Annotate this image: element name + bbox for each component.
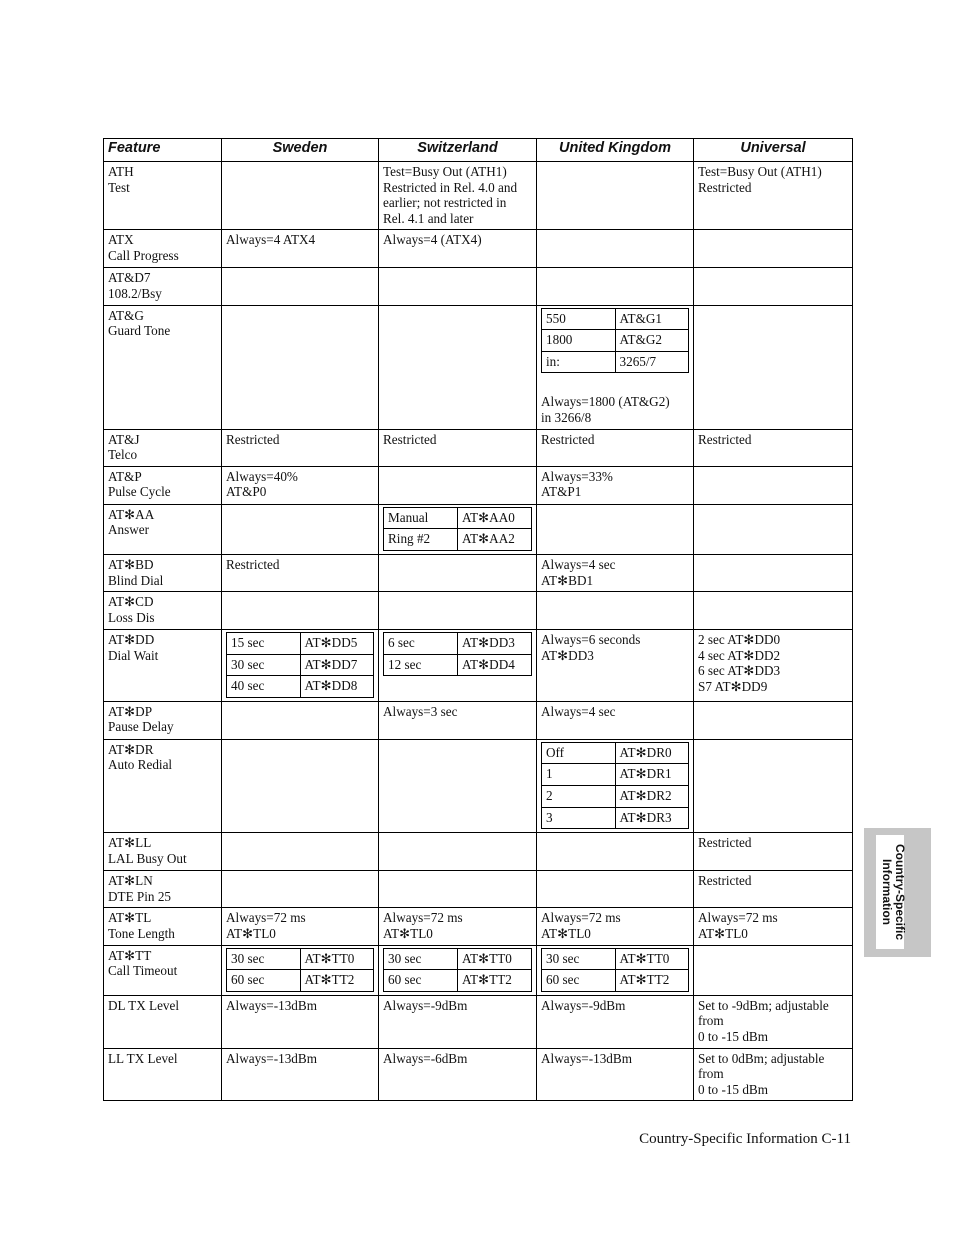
table-row bbox=[104, 554, 853, 591]
cell-line: Always=1800 (AT&G2) bbox=[541, 394, 670, 410]
cell-line: AT✻TL0 bbox=[541, 926, 591, 942]
feature-line: Telco bbox=[108, 447, 138, 463]
cell-sweden bbox=[222, 945, 379, 995]
cell-line: Restricted bbox=[226, 431, 280, 447]
cell-line: Always=4 ATX4 bbox=[226, 232, 316, 248]
setting-value: 3 bbox=[542, 807, 616, 829]
setting-value: in: bbox=[542, 351, 616, 373]
cell-line: AT✻TL0 bbox=[383, 926, 433, 942]
feature-line: AT✻BD bbox=[108, 556, 154, 572]
feature-line: AT&P bbox=[108, 468, 142, 484]
cell-switzerland bbox=[379, 162, 537, 230]
cell-uk bbox=[537, 739, 694, 832]
cell-uk bbox=[537, 466, 694, 504]
table-row bbox=[104, 504, 853, 554]
setting-pair bbox=[384, 948, 532, 970]
table-row bbox=[104, 592, 853, 630]
setting-command: AT✻TT2 bbox=[615, 970, 689, 992]
cell-feature bbox=[104, 945, 222, 995]
setting-command: AT✻TT0 bbox=[615, 948, 689, 970]
setting-pair bbox=[542, 970, 689, 992]
cell-sweden bbox=[222, 554, 379, 591]
feature-line: Test bbox=[108, 179, 130, 195]
cell-uk bbox=[537, 429, 694, 466]
cell-uk bbox=[537, 230, 694, 268]
cell-switzerland bbox=[379, 871, 537, 908]
cell-line: Always=-6dBm bbox=[383, 1050, 468, 1066]
cell-line: Restricted bbox=[698, 873, 752, 889]
cell-switzerland bbox=[379, 429, 537, 466]
feature-line: AT✻CD bbox=[108, 594, 154, 610]
setting-value: Ring #2 bbox=[384, 529, 458, 551]
setting-command: AT✻AA0 bbox=[458, 507, 532, 529]
cell-universal bbox=[694, 592, 853, 630]
feature-line: Guard Tone bbox=[108, 323, 171, 339]
cell-line: Test=Busy Out (ATH1) bbox=[698, 164, 822, 179]
feature-line: DL TX Level bbox=[108, 997, 180, 1013]
cell-sweden bbox=[222, 268, 379, 305]
cell-uk bbox=[537, 945, 694, 995]
cell-sweden bbox=[222, 466, 379, 504]
setting-value: Manual bbox=[384, 507, 458, 529]
cell-uk bbox=[537, 995, 694, 1048]
cell-switzerland bbox=[379, 908, 537, 945]
cell-switzerland bbox=[379, 739, 537, 832]
cell-line: Always=72 ms bbox=[226, 910, 306, 926]
cell-line: earlier; not restricted in bbox=[383, 195, 507, 211]
setting-pair bbox=[384, 633, 532, 655]
cell-line: 2 sec AT✻DD0 bbox=[698, 632, 781, 648]
cell-universal bbox=[694, 554, 853, 591]
cell-uk bbox=[537, 833, 694, 871]
feature-line: AT✻DR bbox=[108, 741, 154, 757]
cell-feature bbox=[104, 429, 222, 466]
feature-line: AT✻DP bbox=[108, 703, 153, 719]
cell-uk bbox=[537, 1048, 694, 1101]
cell-line: 0 to -15 dBm bbox=[698, 1081, 768, 1097]
setting-value: 1 bbox=[542, 764, 616, 786]
cell-sweden bbox=[222, 630, 379, 702]
table-row bbox=[104, 268, 853, 305]
table-row bbox=[104, 466, 853, 504]
table-row bbox=[104, 1048, 853, 1101]
table-row bbox=[104, 945, 853, 995]
feature-line: AT✻TL bbox=[108, 910, 152, 926]
cell-line: Restricted bbox=[698, 179, 752, 195]
cell-universal bbox=[694, 995, 853, 1048]
setting-value: 60 sec bbox=[542, 970, 616, 992]
cell-sweden bbox=[222, 592, 379, 630]
setting-command: AT✻DR2 bbox=[615, 786, 689, 808]
cell-universal bbox=[694, 945, 853, 995]
setting-command: AT&G1 bbox=[615, 308, 689, 330]
cell-line: Always=3 sec bbox=[383, 703, 458, 719]
setting-pairs bbox=[541, 948, 689, 992]
setting-value: 12 sec bbox=[384, 654, 458, 676]
cell-switzerland bbox=[379, 945, 537, 995]
feature-line: Answer bbox=[108, 522, 150, 538]
cell-line: Restricted bbox=[698, 835, 752, 851]
cell-universal bbox=[694, 466, 853, 504]
cell-switzerland bbox=[379, 230, 537, 268]
cell-line: Rel. 4.1 and later bbox=[383, 210, 474, 226]
country-spec-table bbox=[103, 138, 853, 1101]
setting-command: AT✻DR1 bbox=[615, 764, 689, 786]
cell-line: Restricted bbox=[226, 556, 280, 572]
feature-line: Blind Dial bbox=[108, 572, 164, 588]
table-row bbox=[104, 871, 853, 908]
cell-feature bbox=[104, 1048, 222, 1101]
setting-value: 15 sec bbox=[227, 633, 301, 655]
setting-value: 1800 bbox=[542, 330, 616, 352]
cell-sweden bbox=[222, 305, 379, 429]
setting-pair bbox=[542, 786, 689, 808]
feature-line: Dial Wait bbox=[108, 647, 159, 663]
cell-feature bbox=[104, 833, 222, 871]
setting-pairs bbox=[383, 507, 532, 551]
cell-universal bbox=[694, 230, 853, 268]
table-row bbox=[104, 305, 853, 429]
cell-switzerland bbox=[379, 592, 537, 630]
cell-uk bbox=[537, 701, 694, 739]
setting-pair bbox=[542, 764, 689, 786]
setting-pair bbox=[542, 807, 689, 829]
feature-line: AT✻AA bbox=[108, 506, 155, 522]
setting-value: 30 sec bbox=[227, 948, 301, 970]
cell-switzerland bbox=[379, 305, 537, 429]
cell-line: Always=33% bbox=[541, 468, 613, 484]
feature-line: Pause Delay bbox=[108, 719, 174, 735]
feature-line: LAL Busy Out bbox=[108, 850, 187, 866]
cell-switzerland bbox=[379, 701, 537, 739]
cell-switzerland bbox=[379, 554, 537, 591]
cell-line: AT✻BD1 bbox=[541, 572, 594, 588]
cell-universal bbox=[694, 739, 853, 832]
cell-universal bbox=[694, 701, 853, 739]
cell-universal bbox=[694, 630, 853, 702]
setting-value: 60 sec bbox=[227, 970, 301, 992]
side-tab-line: Information bbox=[880, 858, 894, 925]
col-header-feature: Feature bbox=[104, 139, 222, 162]
cell-uk bbox=[537, 162, 694, 230]
setting-pairs bbox=[383, 632, 532, 676]
cell-feature bbox=[104, 630, 222, 702]
setting-pair bbox=[384, 970, 532, 992]
setting-value: 60 sec bbox=[384, 970, 458, 992]
col-header-switzerland: Switzerland bbox=[379, 139, 537, 162]
setting-pair bbox=[227, 948, 374, 970]
setting-pair bbox=[384, 529, 532, 551]
cell-sweden bbox=[222, 429, 379, 466]
cell-line: in 3266/8 bbox=[541, 409, 592, 425]
setting-pair bbox=[227, 676, 374, 698]
cell-line: from bbox=[698, 1013, 724, 1029]
setting-value: 30 sec bbox=[227, 654, 301, 676]
cell-line: AT✻DD3 bbox=[541, 647, 594, 663]
cell-universal bbox=[694, 305, 853, 429]
feature-line: Call Timeout bbox=[108, 963, 178, 979]
cell-universal bbox=[694, 268, 853, 305]
cell-feature bbox=[104, 268, 222, 305]
cell-feature bbox=[104, 871, 222, 908]
table-row bbox=[104, 833, 853, 871]
cell-line: 4 sec AT✻DD2 bbox=[698, 647, 781, 663]
cell-feature bbox=[104, 995, 222, 1048]
cell-switzerland bbox=[379, 466, 537, 504]
cell-line: Set to -9dBm; adjustable bbox=[698, 997, 829, 1013]
setting-command: AT✻DR0 bbox=[615, 742, 689, 764]
cell-line: Always=40% bbox=[226, 468, 298, 484]
cell-switzerland bbox=[379, 504, 537, 554]
feature-line: AT✻LL bbox=[108, 835, 152, 851]
setting-value: 40 sec bbox=[227, 676, 301, 698]
setting-command: AT✻AA2 bbox=[458, 529, 532, 551]
feature-line: AT&G bbox=[108, 307, 144, 323]
cell-sweden bbox=[222, 995, 379, 1048]
cell-sweden bbox=[222, 871, 379, 908]
cell-line: from bbox=[698, 1066, 724, 1082]
cell-line: Always=-13dBm bbox=[226, 1050, 317, 1066]
cell-sweden bbox=[222, 1048, 379, 1101]
cell-line: AT&P0 bbox=[226, 484, 267, 500]
setting-pairs bbox=[226, 948, 374, 992]
setting-pair bbox=[227, 633, 374, 655]
cell-feature bbox=[104, 908, 222, 945]
feature-line: AT&D7 bbox=[108, 270, 151, 286]
cell-feature bbox=[104, 162, 222, 230]
table-row bbox=[104, 908, 853, 945]
setting-pair bbox=[227, 970, 374, 992]
setting-pair bbox=[542, 351, 689, 373]
table-row bbox=[104, 429, 853, 466]
cell-line: Restricted in Rel. 4.0 and bbox=[383, 179, 518, 195]
setting-command: AT✻DD8 bbox=[300, 676, 374, 698]
cell-line: Always=-13dBm bbox=[541, 1050, 632, 1066]
setting-pairs bbox=[383, 948, 532, 992]
cell-universal bbox=[694, 833, 853, 871]
cell-uk bbox=[537, 871, 694, 908]
cell-universal bbox=[694, 908, 853, 945]
cell-feature bbox=[104, 554, 222, 591]
cell-line: Always=-13dBm bbox=[226, 997, 317, 1013]
cell-line: Always=72 ms bbox=[383, 910, 463, 926]
table-row bbox=[104, 162, 853, 230]
cell-line: Restricted bbox=[698, 431, 752, 447]
cell-uk bbox=[537, 554, 694, 591]
table-row bbox=[104, 630, 853, 702]
cell-line: Always=72 ms bbox=[698, 910, 778, 926]
feature-line: AT&J bbox=[108, 431, 140, 447]
setting-value: 2 bbox=[542, 786, 616, 808]
cell-sweden bbox=[222, 739, 379, 832]
setting-value: Off bbox=[542, 742, 616, 764]
table-header-row bbox=[104, 139, 853, 162]
cell-uk bbox=[537, 268, 694, 305]
cell-universal bbox=[694, 504, 853, 554]
setting-value: 30 sec bbox=[384, 948, 458, 970]
cell-universal bbox=[694, 162, 853, 230]
cell-feature bbox=[104, 739, 222, 832]
feature-line: AT✻TT bbox=[108, 947, 152, 963]
setting-command: AT✻DD5 bbox=[300, 633, 374, 655]
setting-pair bbox=[227, 654, 374, 676]
setting-command: AT✻DD4 bbox=[458, 654, 532, 676]
setting-pair bbox=[542, 330, 689, 352]
cell-line: Test=Busy Out (ATH1) bbox=[383, 164, 507, 179]
setting-command: 3265/7 bbox=[615, 351, 689, 373]
col-header-sweden: Sweden bbox=[222, 139, 379, 162]
setting-command: AT✻TT2 bbox=[458, 970, 532, 992]
cell-sweden bbox=[222, 701, 379, 739]
cell-feature bbox=[104, 230, 222, 268]
cell-uk bbox=[537, 305, 694, 429]
cell-line: Always=4 (ATX4) bbox=[383, 232, 482, 248]
feature-line: LL TX Level bbox=[108, 1050, 178, 1066]
cell-uk bbox=[537, 908, 694, 945]
cell-sweden bbox=[222, 230, 379, 268]
setting-pair bbox=[542, 742, 689, 764]
setting-value: 6 sec bbox=[384, 633, 458, 655]
setting-pairs bbox=[226, 632, 374, 698]
cell-feature bbox=[104, 592, 222, 630]
setting-command: AT✻TT2 bbox=[300, 970, 374, 992]
col-header-universal: Universal bbox=[694, 139, 853, 162]
cell-universal bbox=[694, 871, 853, 908]
cell-line: 6 sec AT✻DD3 bbox=[698, 663, 781, 679]
cell-line: Always=4 sec bbox=[541, 703, 616, 719]
table-row bbox=[104, 995, 853, 1048]
cell-line: Always=-9dBm bbox=[383, 997, 468, 1013]
feature-line: 108.2/Bsy bbox=[108, 285, 162, 301]
cell-line: Restricted bbox=[541, 431, 595, 447]
setting-pairs bbox=[541, 742, 689, 829]
cell-switzerland bbox=[379, 630, 537, 702]
cell-sweden bbox=[222, 908, 379, 945]
setting-command: AT✻TT0 bbox=[300, 948, 374, 970]
side-tab-line: Country-Specific bbox=[893, 843, 907, 941]
setting-value: 30 sec bbox=[542, 948, 616, 970]
side-section-tab bbox=[864, 828, 931, 957]
setting-pair bbox=[384, 507, 532, 529]
cell-uk bbox=[537, 630, 694, 702]
cell-line: AT&P1 bbox=[541, 484, 582, 500]
setting-pair bbox=[384, 654, 532, 676]
cell-line: S7 AT✻DD9 bbox=[698, 678, 768, 694]
side-tab-text bbox=[880, 844, 906, 940]
feature-line: DTE Pin 25 bbox=[108, 888, 172, 904]
cell-feature bbox=[104, 701, 222, 739]
setting-command: AT✻DD7 bbox=[300, 654, 374, 676]
cell-switzerland bbox=[379, 1048, 537, 1101]
feature-line: ATH bbox=[108, 164, 134, 179]
cell-line: AT✻TL0 bbox=[226, 926, 276, 942]
feature-line: AT✻LN bbox=[108, 873, 153, 889]
feature-line: Auto Redial bbox=[108, 757, 173, 773]
setting-pair bbox=[542, 948, 689, 970]
cell-universal bbox=[694, 1048, 853, 1101]
cell-line: 0 to -15 dBm bbox=[698, 1029, 768, 1044]
feature-line: ATX bbox=[108, 232, 134, 248]
setting-pair bbox=[542, 308, 689, 330]
cell-switzerland bbox=[379, 833, 537, 871]
cell-uk bbox=[537, 504, 694, 554]
table-row bbox=[104, 230, 853, 268]
setting-command: AT✻DD3 bbox=[458, 633, 532, 655]
cell-line: AT✻TL0 bbox=[698, 926, 748, 942]
cell-feature bbox=[104, 466, 222, 504]
table-row bbox=[104, 739, 853, 832]
cell-sweden bbox=[222, 833, 379, 871]
spacer bbox=[541, 373, 689, 394]
feature-line: Loss Dis bbox=[108, 609, 155, 625]
cell-universal bbox=[694, 429, 853, 466]
setting-pairs bbox=[541, 308, 689, 374]
cell-line: Always=4 sec bbox=[541, 556, 616, 572]
feature-line: Call Progress bbox=[108, 247, 179, 263]
setting-value: 550 bbox=[542, 308, 616, 330]
feature-line: Tone Length bbox=[108, 926, 175, 942]
setting-command: AT&G2 bbox=[615, 330, 689, 352]
table-row bbox=[104, 701, 853, 739]
cell-line: Always=-9dBm bbox=[541, 997, 626, 1013]
cell-sweden bbox=[222, 162, 379, 230]
cell-feature bbox=[104, 305, 222, 429]
col-header-united-kingdom: United Kingdom bbox=[537, 139, 694, 162]
cell-line: Set to 0dBm; adjustable bbox=[698, 1050, 825, 1066]
setting-command: AT✻TT0 bbox=[458, 948, 532, 970]
cell-uk bbox=[537, 592, 694, 630]
cell-line: Restricted bbox=[383, 431, 437, 447]
setting-command: AT✻DR3 bbox=[615, 807, 689, 829]
feature-line: AT✻DD bbox=[108, 632, 155, 648]
cell-line: Always=72 ms bbox=[541, 910, 621, 926]
cell-sweden bbox=[222, 504, 379, 554]
cell-feature bbox=[104, 504, 222, 554]
cell-switzerland bbox=[379, 995, 537, 1048]
feature-line: Pulse Cycle bbox=[108, 484, 171, 500]
cell-switzerland bbox=[379, 268, 537, 305]
cell-line: Always=6 seconds bbox=[541, 632, 641, 648]
page-footer: Country-Specific Information C-11 bbox=[639, 1131, 851, 1147]
